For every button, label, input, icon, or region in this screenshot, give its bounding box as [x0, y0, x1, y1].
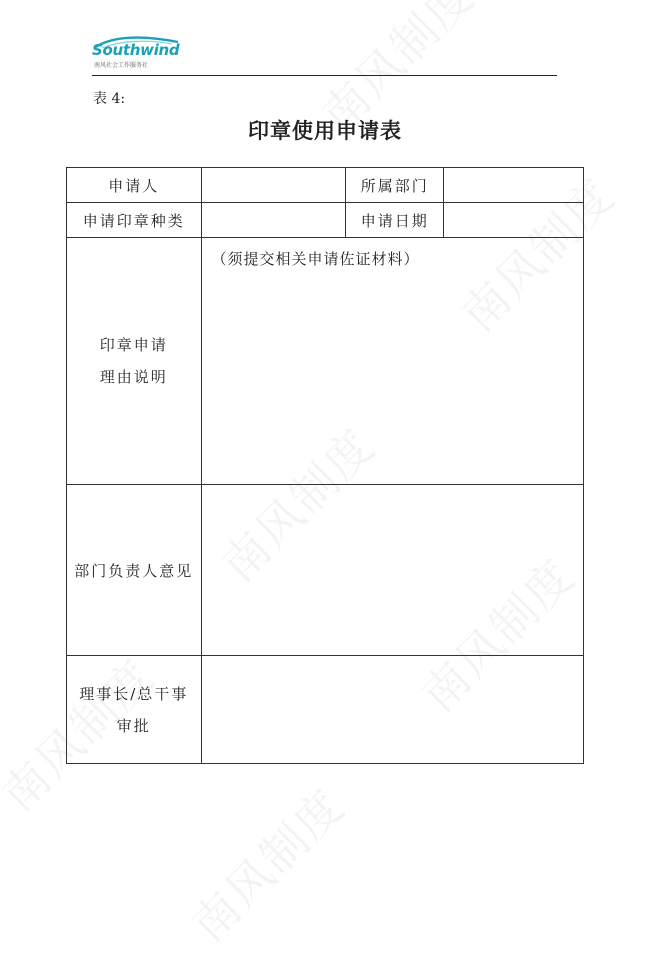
reason-label-line2: 理由说明 [99, 368, 168, 386]
approval-label-line1: 理事长/总干事 [79, 684, 189, 703]
seal-type-label: 申请印章种类 [67, 203, 202, 238]
page-title: 印章使用申请表 [248, 119, 402, 143]
approval-field[interactable] [201, 656, 583, 764]
seal-application-form [66, 167, 584, 764]
table-row [67, 238, 584, 485]
apply-date-field[interactable] [444, 203, 584, 238]
logo-text: Southwind [92, 41, 180, 59]
approval-label [67, 656, 202, 764]
table-label: 表 4: [93, 91, 126, 107]
apply-date-label: 申请日期 [346, 203, 444, 238]
applicant-field[interactable] [201, 168, 346, 203]
table-row [67, 485, 584, 656]
table-row [67, 656, 584, 764]
approval-label-line2: 审批 [116, 716, 151, 735]
department-label: 所属部门 [346, 168, 444, 203]
applicant-label: 申请人 [67, 168, 202, 203]
dept-opinion-label: 部门负责人意见 [67, 485, 202, 656]
reason-note: （须提交相关申请佐证材料） [211, 250, 420, 268]
table-row [67, 168, 584, 203]
watermark [175, 772, 357, 954]
reason-label [67, 238, 202, 485]
reason-label-line1: 印章申请 [99, 336, 168, 354]
seal-type-field[interactable] [201, 203, 346, 238]
logo [92, 36, 182, 72]
header-rule [92, 75, 557, 76]
table-row [67, 203, 584, 238]
logo-subtitle: 南风社会工作服务社 [94, 62, 149, 69]
department-field[interactable] [444, 168, 584, 203]
dept-opinion-field[interactable] [201, 485, 583, 656]
reason-field[interactable] [201, 238, 583, 485]
